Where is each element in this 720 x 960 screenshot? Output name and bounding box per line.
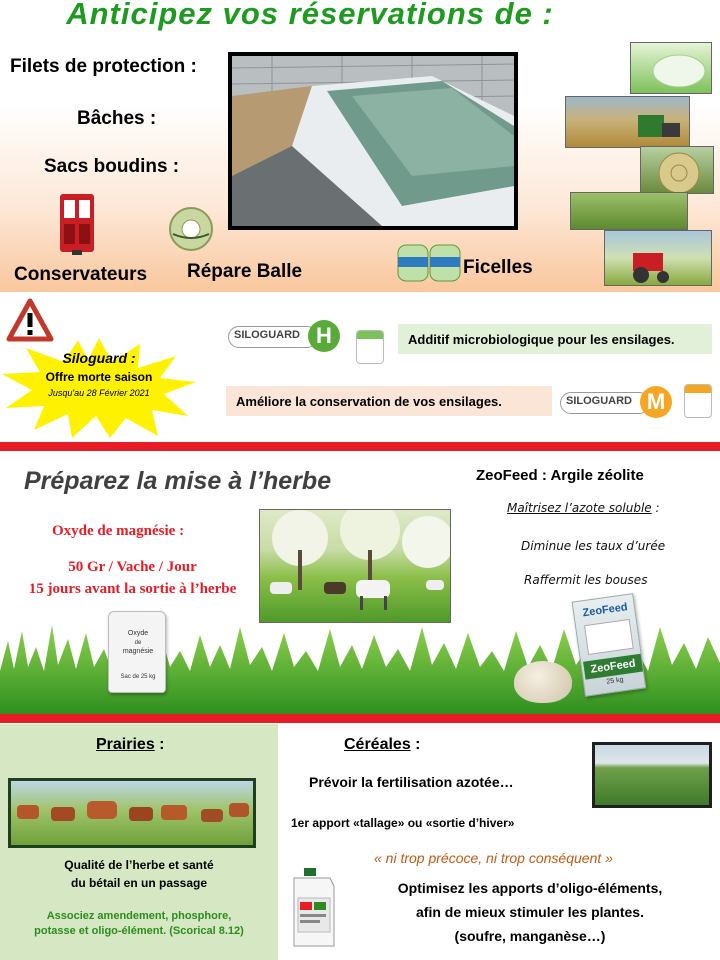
round-bale-photo: [640, 146, 714, 194]
starburst-offer: Offre morte saison: [45, 370, 153, 384]
wrapped-bale-photo: [630, 42, 712, 94]
zeofeed-subtitle: Maîtrisez l’azote soluble: [507, 501, 652, 515]
cereales-opt2: afin de mieux stimuler les plantes.: [416, 904, 644, 920]
field-photo: [570, 192, 688, 230]
tractor-photo: [604, 230, 712, 286]
prairies-cereales-section: [0, 724, 720, 960]
siloguard-m-logo: [560, 386, 672, 422]
prairies-title-suffix: :: [154, 736, 165, 753]
siloguard-section: [0, 292, 720, 442]
zeofeed-bag-brand: ZeoFeed: [583, 654, 643, 680]
divider-red-1: [0, 442, 720, 451]
cereales-fertil: Prévoir la fertilisation azotée…: [309, 774, 514, 790]
oxyde-title: Oxyde de magnésie :: [52, 523, 185, 539]
repare-balle-label: Répare Balle: [187, 261, 303, 282]
bag-line1: Oxyde: [127, 630, 149, 637]
cereales-title-suffix: :: [410, 736, 421, 753]
siloguard-h-description: Additif microbiologique pour les ensilages.: [398, 324, 712, 354]
zeofeed-bag-brand-top: ZeoFeed: [581, 601, 629, 620]
prairies-line2: du bétail en un passage: [70, 876, 208, 890]
zeofeed-bag-weight: 25 kg: [606, 676, 625, 686]
zeolite-powder: [514, 661, 572, 703]
cereales-title: Céréales: [344, 736, 411, 753]
zeofeed-bag: [572, 593, 647, 697]
zeofeed-title: ZeoFeed : Argile zéolite: [476, 467, 644, 484]
divider-red-2: [0, 714, 720, 723]
bag-weight: Sac de 25 kg: [120, 674, 156, 680]
zeofeed-subtitle-line: [507, 501, 660, 515]
filets-label: Filets de protection :: [10, 56, 197, 77]
conservateurs-image: [58, 192, 96, 256]
bag-line3: magnésie: [122, 648, 154, 655]
siloguard-h-logo: [228, 320, 340, 356]
reservations-section: [0, 0, 720, 292]
prairies-line1: Qualité de l’herbe et santé: [64, 858, 214, 872]
oxyde-bag: [108, 611, 166, 693]
oxyde-timing: 15 jours avant la sortie à l’herbe: [28, 581, 237, 597]
herbe-title: Préparez la mise à l’herbe: [24, 467, 332, 495]
zeofeed-point1: Diminue les taux d’urée: [521, 539, 666, 553]
starburst-title: Siloguard :: [62, 350, 136, 366]
siloguard-m-letter: M: [640, 386, 672, 418]
repare-balle-image: [168, 206, 214, 252]
baches-label: Bâches :: [77, 108, 157, 129]
cereales-quote: « ni trop précoce, ni trop conséquent »: [374, 850, 613, 866]
cereales-title-line: [344, 736, 421, 754]
siloguard-m-description: Améliore la conservation de vos ensilages.: [226, 386, 552, 416]
prairies-title: Prairies: [96, 736, 155, 753]
herbe-section: [0, 451, 720, 714]
prairies-green1: Associez amendement, phosphore,: [46, 910, 232, 922]
prairies-title-line: [96, 736, 165, 754]
oxyde-dose: 50 Gr / Vache / Jour: [68, 559, 197, 575]
cereales-apport: 1er apport «tallage» ou «sortie d’hiver»: [291, 816, 515, 830]
bag-line2: de: [134, 640, 142, 646]
ficelles-label: Ficelles: [463, 257, 533, 278]
ficelles-image: [396, 239, 462, 285]
conservateurs-label: Conservateurs: [14, 264, 148, 285]
siloguard-m-text: SILOGUARD: [566, 395, 632, 407]
siloguard-m-jar: [684, 384, 712, 418]
zeofeed-point2: Raffermit les bouses: [524, 573, 648, 587]
orchard-cows-photo: [259, 509, 451, 623]
silo-illustration: [232, 56, 514, 226]
prairies-green2: potasse et oligo-élément. (Scorical 8.12): [34, 925, 244, 937]
silo-photo: [228, 52, 518, 230]
sacs-label: Sacs boudins :: [44, 156, 180, 177]
siloguard-h-letter: H: [308, 320, 340, 352]
zeofeed-subtitle-suffix: :: [651, 501, 660, 515]
prairies-panel: [0, 724, 278, 960]
page-title: Anticipez vos réservations de :: [66, 0, 554, 31]
jerrycan-image: [290, 868, 338, 948]
siloguard-h-text: SILOGUARD: [234, 329, 300, 341]
cereales-opt1: Optimisez les apports d’oligo-éléments,: [397, 880, 663, 896]
siloguard-h-jar: [356, 330, 384, 364]
starburst-date: Jusqu'au 28 Février 2021: [48, 388, 150, 398]
harvest-photo: [565, 96, 690, 148]
cereal-field-photo: [592, 742, 712, 808]
cattle-photo: [8, 778, 256, 848]
offer-starburst: [0, 336, 198, 440]
cereales-opt3: (soufre, manganèse…): [454, 928, 606, 944]
